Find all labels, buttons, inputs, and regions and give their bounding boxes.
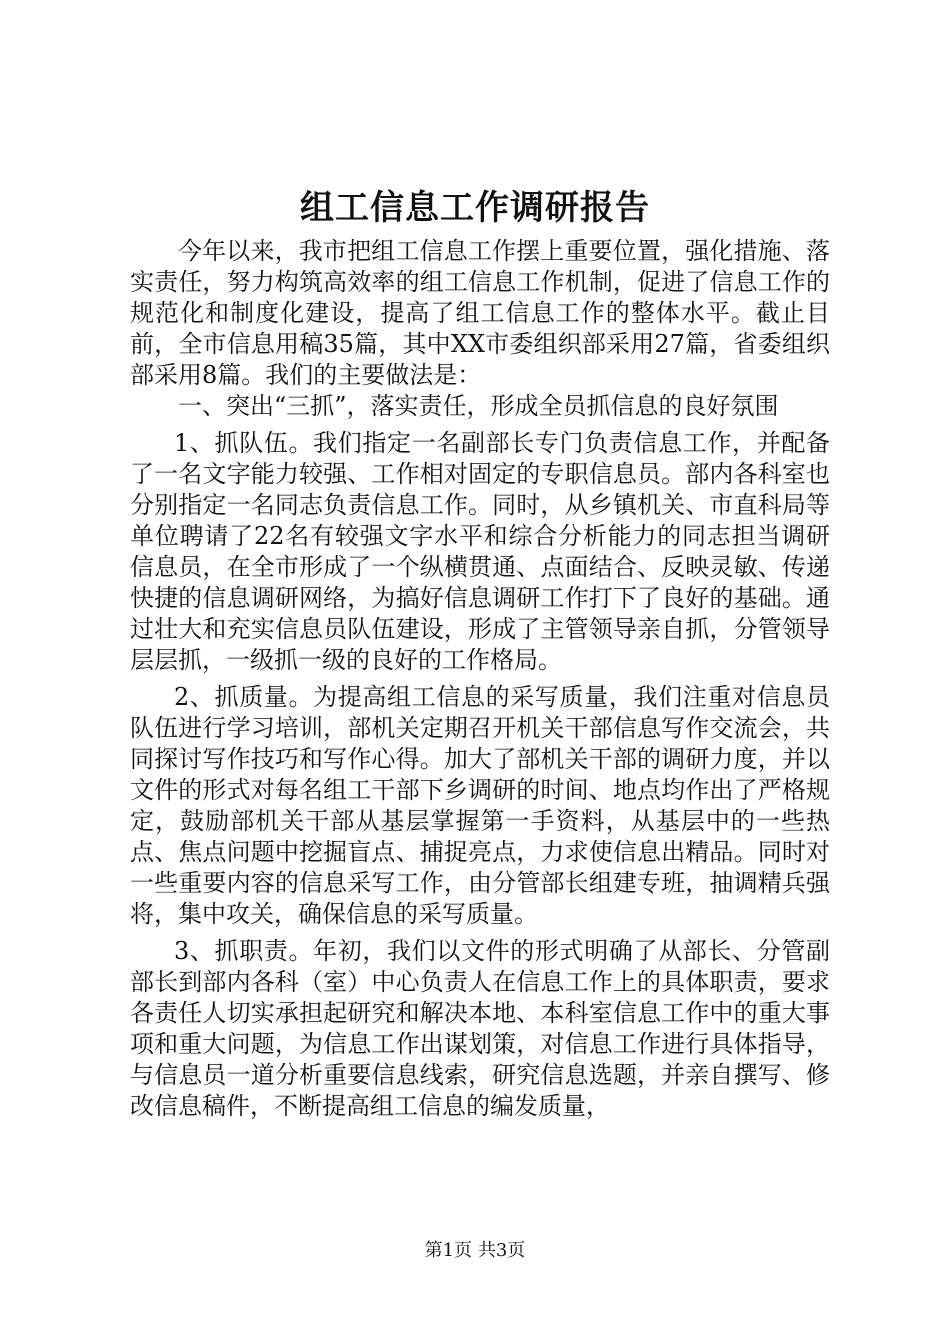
paragraph-duty: 3、抓职责。年初，我们以文件的形式明确了从部长、分管副部长到部内各科（室）中心负责人在信息工作上的具体职责，要求各责任人切实承担起研究和解决本地、本科室信息工作中的重大事项和重大问题，为信息工作出谋划策，对信息工作进行具体指导，与信息员一道分析重要信息线索，研究信息选题，并亲自撰写、修改信息稿件，不断提高组工信息的编发质量， bbox=[130, 937, 830, 1120]
paragraph-team: 1、抓队伍。我们指定一名副部长专门负责信息工作，并配备了一名文字能力较强、工作相对固定的专职信息员。部内各科室也分别指定一名同志负责信息工作。同时，从乡镇机关、市直科局等单位聘请了22名有较强文字水平和综合分析能力的同志担当调研信息员，在全市形成了一个纵横贯通、点面结合、反映灵敏、传递快捷的信息调研网络，为搞好信息调研工作打下了良好的基础。通过壮大和充实信息员队伍建设，形成了主管领导亲自抓，分管领导层层抓，一级抓一级的良好的工作格局。 bbox=[130, 429, 830, 674]
document-title: 组工信息工作调研报告 bbox=[300, 188, 650, 228]
paragraph-intro: 今年以来，我市把组工信息工作摆上重要位置，强化措施、落实责任，努力构筑高效率的组工信息工作机制，促进了信息工作的规范化和制度化建设，提高了组工信息工作的整体水平。截止目前，全市信息用稿35篇，其中XX市委组织部采用27篇，省委组织部采用8篇。我们的主要做法是： bbox=[130, 237, 830, 389]
section-heading-1: 一、突出“三抓”，落实责任，形成全员抓信息的良好氛围 bbox=[178, 392, 779, 420]
document-body bbox=[130, 236, 830, 1122]
page-footer: 第1页 共3页 bbox=[424, 1240, 526, 1261]
paragraph-quality: 2、抓质量。为提高组工信息的采写质量，我们注重对信息员队伍进行学习培训，部机关定期召开机关干部信息写作交流会，共同探讨写作技巧和写作心得。加大了部机关干部的调研力度，并以文件的形式对每名组工干部下乡调研的时间、地点均作出了严格规定，鼓励部机关干部从基层掌握第一手资料，从基层中的一些热点、焦点问题中挖掘盲点、捕捉亮点，力求使信息出精品。同时对一些重要内容的信息采写工作，由分管部长组建专班，抽调精兵强将，集中攻关，确保信息的采写质量。 bbox=[130, 683, 830, 928]
